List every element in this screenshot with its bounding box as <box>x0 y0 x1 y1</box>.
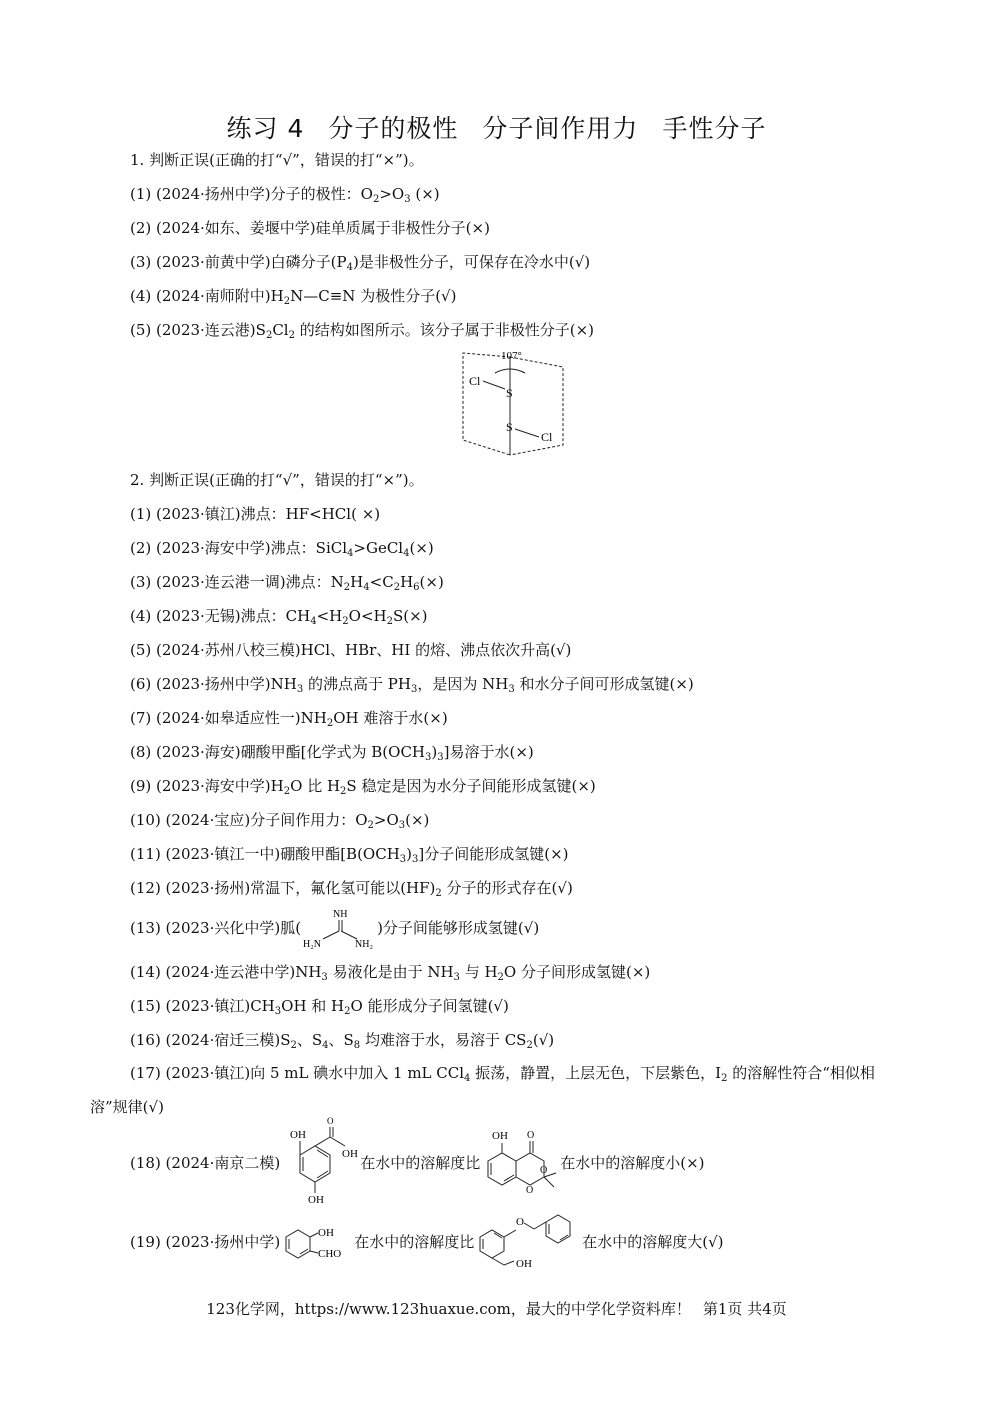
svg-text:O: O <box>540 1165 548 1176</box>
q2-item-1: (1) (2023·镇江)沸点：HF<HCl( ×) <box>130 505 381 523</box>
q2-item-17: (17) (2023·镇江)向 5 mL 碘水中加入 1 mL CCl$_4$ 振荡，静置，上层无色，下层紫色，$I_2$ 的溶解性符合“相似相溶”规律(√) <box>90 1064 875 1116</box>
s-atom-label: S <box>506 420 513 434</box>
q2-item-19: (19) (2023·扬州中学) OH CHO 在水中的溶解度比 O OH 在水中的溶解度大(√) <box>130 1210 724 1275</box>
s2cl2-structure-figure <box>455 345 570 460</box>
q2-item-8: (8) (2023·海安)硼酸甲酯[化学式为 $B(OCH_3)_3$]易溶于水(×) <box>130 743 534 763</box>
title-part-2: 分子的极性 <box>328 113 459 143</box>
q2-item-15: (15) (2023·镇江)$CH_3OH$ 和 $H_2O$ 能形成分子间氢键(√) <box>130 997 509 1017</box>
benzodioxinone-structure <box>480 1125 560 1203</box>
q2-item-12: (12) (2023·扬州)常温下，氟化氢可能以$(HF)_2$ 分子的形式存在(√) <box>130 879 573 899</box>
svg-text:OH: OH <box>290 1129 307 1141</box>
q2-item-2: (2) (2023·海安中学)沸点：SiCl$_4$>GeCl$_4$(×) <box>130 539 434 559</box>
q1-item-4: (4) (2024·南师附中)$H_2N—C\equiv N$ 为极性分子(√) <box>130 287 457 307</box>
page-number: 第1页 共4页 <box>702 1300 787 1318</box>
svg-text:OH: OH <box>492 1130 509 1142</box>
page-footer <box>0 1298 993 1319</box>
q2-item-3: (3) (2023·连云港一调)沸点：$N_2H_4<C_2H_6(\times)$ <box>130 573 444 593</box>
q1-item-1: (1) (2024·扬州中学)分子的极性：$O_2>O_3$ (×) <box>130 185 440 205</box>
q2-item-6: (6) (2023·扬州中学)$NH_3$ 的沸点高于 $PH_3$，是因为 $NH_3$ 和水分子间可形成氢键(×) <box>130 675 694 695</box>
svg-text:OH: OH <box>318 1227 335 1239</box>
cl-atom-label: Cl <box>541 430 553 444</box>
q2-item-16: (16) (2024·宿迁三模)$S_2$、$S_4$、$S_8$ 均难溶于水，易溶于 $CS_2(√)$ <box>130 1031 555 1051</box>
q2-item-5: (5) (2024·苏州八校三模)HCl、HBr、HI 的熔、沸点依次升高(√) <box>130 641 572 659</box>
benzyloxy-benzyl-alcohol-structure <box>474 1211 582 1275</box>
guanidine-structure <box>301 907 377 951</box>
svg-text:CHO: CHO <box>318 1248 342 1260</box>
svg-text:NH₂: NH₂ <box>355 939 373 950</box>
q2-item-10: (10) (2024·宝应)分子间作用力：$O_2>O_3(\times)$ <box>130 811 430 831</box>
svg-text:O: O <box>526 1185 534 1196</box>
svg-text:O: O <box>527 1130 535 1141</box>
q2-item-18: (18) (2024·南京二模) OH O OH OH 在水中的溶解度比 OH O O O 在水中的溶解度小(×) <box>130 1116 705 1206</box>
svg-text:H₂N: H₂N <box>303 939 321 950</box>
q1-item-2: (2) (2024·如东、姜堰中学)硅单质属于非极性分子(×) <box>130 219 490 237</box>
title-part-1: 练习 4 <box>226 113 305 143</box>
page-title <box>0 109 993 145</box>
q2-stem: 2. 判断正误(正确的打“√”，错误的打“×”)。 <box>130 471 424 489</box>
q1-stem: 1. 判断正误(正确的打“√”，错误的打“×”)。 <box>130 151 424 169</box>
s-atom-label: S <box>506 386 513 400</box>
cl-atom-label: Cl <box>469 374 481 388</box>
q2-item-14: (14) (2024·连云港中学)$NH_3$ 易液化是由于 $NH_3$ 与 $H_2O$ 分子间形成氢键(×) <box>130 963 651 983</box>
q2-item-9: (9) (2023·海安中学)$H_2O$ 比 $H_2S$ 稳定是因为水分子间能形成氢键(×) <box>130 777 596 797</box>
svg-text:O: O <box>516 1216 525 1228</box>
svg-text:O: O <box>327 1116 334 1126</box>
svg-text:OH: OH <box>308 1194 325 1206</box>
q2-item-11: (11) (2023·镇江一中)硼酸甲酯$[B(OCH_3)_3]$分子间能形成氢键(×) <box>130 845 569 865</box>
q1-item-3: (3) (2023·前黄中学)白磷分子$(P_4)$是非极性分子，可保存在冷水中(√) <box>130 253 591 273</box>
title-part-3: 分子间作用力 <box>482 113 639 143</box>
footer-site-text: 123化学网，https://www.123huaxue.com，最大的中学化学资料库！ <box>206 1300 691 1318</box>
svg-text:OH: OH <box>342 1148 359 1160</box>
salicylaldehyde-structure <box>280 1223 354 1263</box>
bond-angle-label: 107° <box>501 350 522 362</box>
svg-text:OH: OH <box>516 1258 533 1270</box>
q2-item-13: (13) (2023·兴化中学)胍( NH H₂N NH₂ )分子间能够形成氢键(√) <box>130 909 540 950</box>
q2-item-4: (4) (2023·无锡)沸点：$CH_4<H_2O<H_2S(\times)$ <box>130 607 428 627</box>
q2-item-7: (7) (2024·如皋适应性一)$NH_2OH$ 难溶于水(×) <box>130 709 448 729</box>
title-part-4: 手性分子 <box>662 113 767 143</box>
dihydroxybenzoic-acid-structure <box>280 1116 360 1206</box>
svg-text:NH: NH <box>333 909 348 920</box>
q1-item-5: (5) (2023·连云港)$S_2Cl_2$ 的结构如图所示。该分子属于非极性分子(×) <box>130 321 595 341</box>
